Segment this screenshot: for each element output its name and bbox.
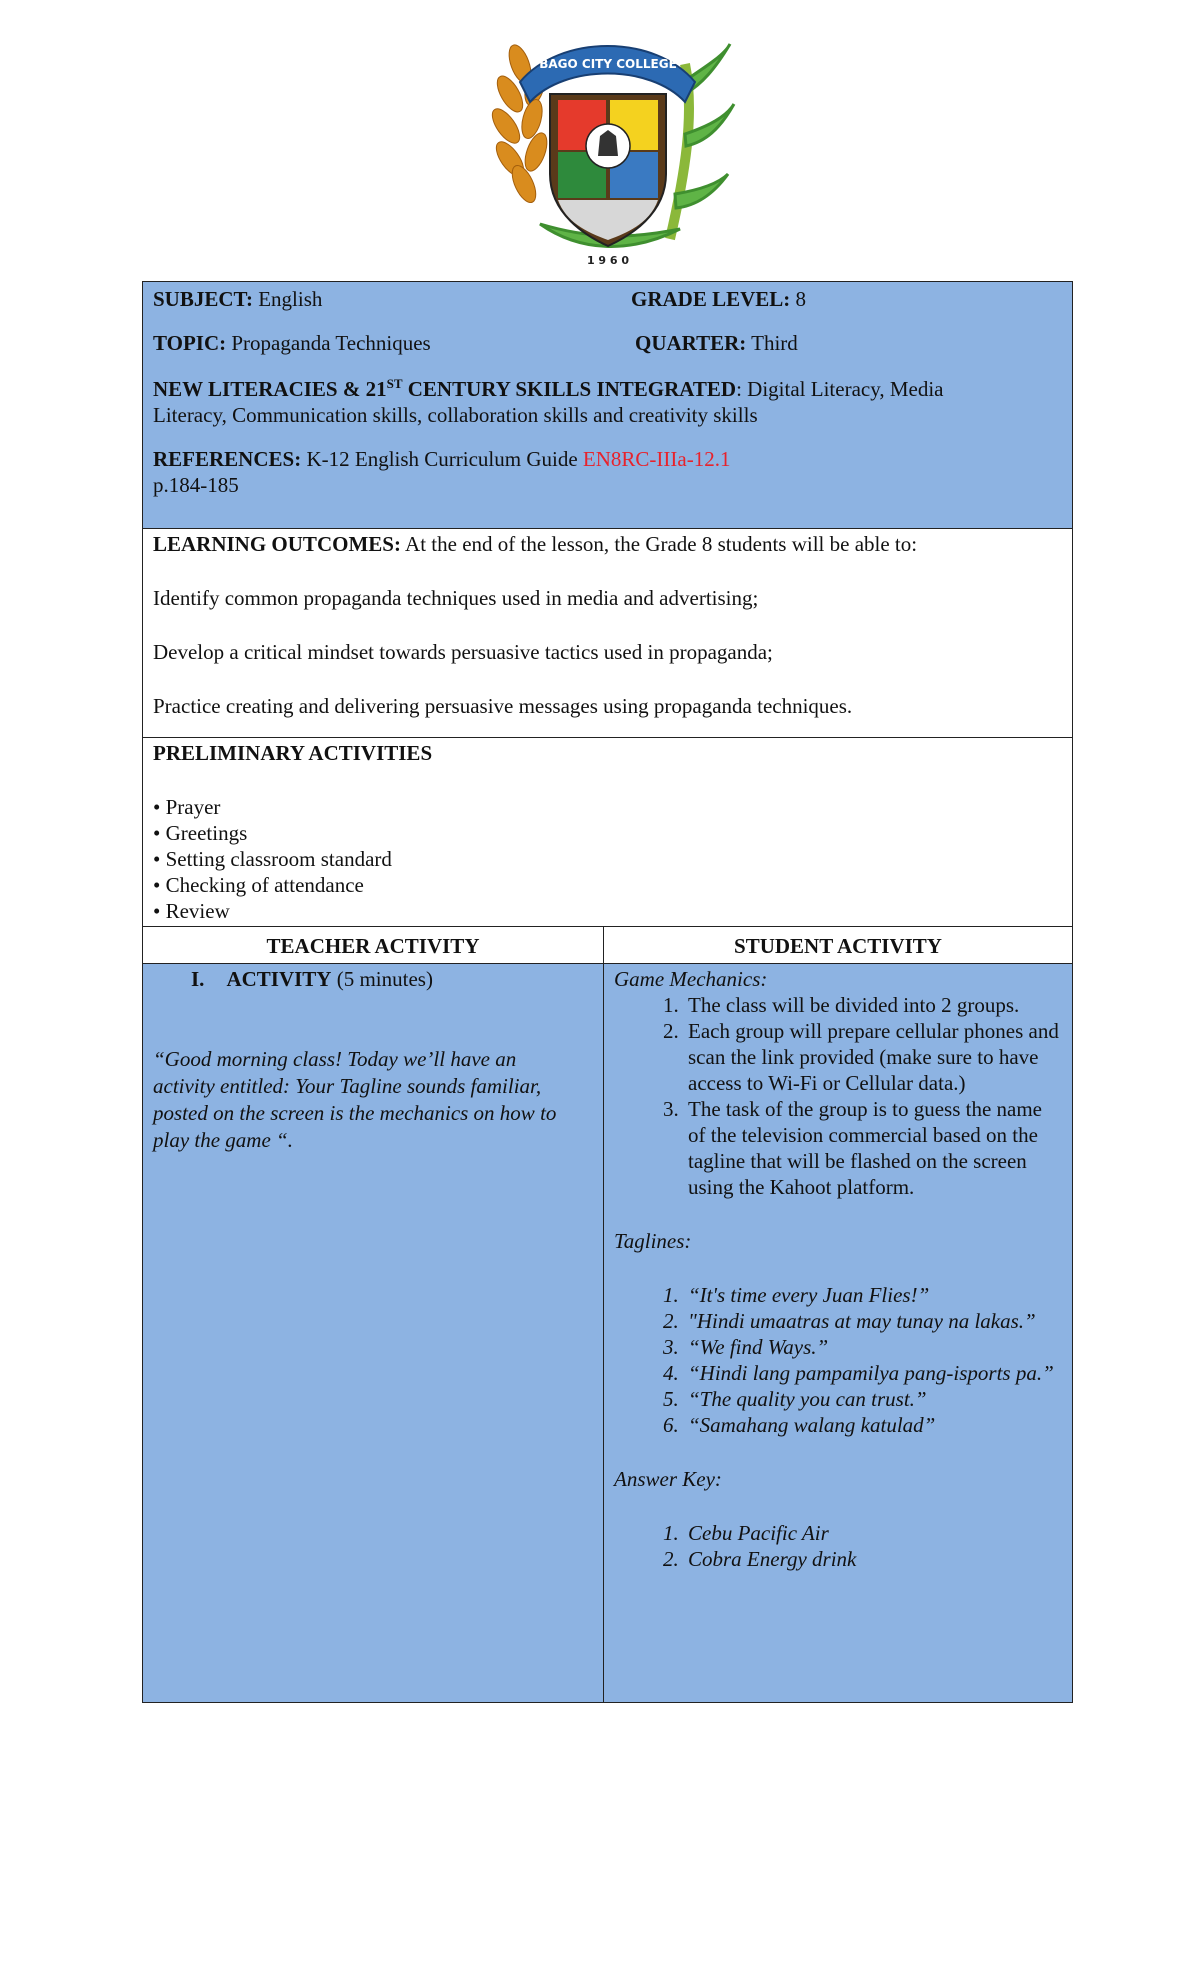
- quarter-field: QUARTER: Third: [635, 331, 798, 355]
- list-item: • Setting classroom standard: [153, 847, 392, 871]
- college-seal-logo: [480, 24, 736, 274]
- header-cell: [143, 282, 1073, 529]
- taglines-list: [614, 1282, 1062, 1438]
- activity-row: [143, 964, 1073, 1703]
- outcome-item: Identify common propaganda techniques used in media and advertising;: [153, 586, 759, 610]
- outcomes-heading: LEARNING OUTCOMES: At the end of the lesson, the Grade 8 students will be able to:: [153, 532, 918, 556]
- list-item: 4. “Hindi lang pampamilya pang-isports pa.”: [684, 1360, 1062, 1386]
- list-item: • Greetings: [153, 821, 248, 845]
- teacher-activity-cell: [143, 964, 604, 1703]
- student-activity-header: STUDENT ACTIVITY: [604, 927, 1073, 964]
- teacher-quote: “Good morning class! Today we’ll have an activity entitled: Your Tagline sounds familiar, posted on the screen is the mechanics on how to play the game “.: [153, 1047, 557, 1152]
- outcome-item: Develop a critical mindset towards persuasive tactics used in propaganda;: [153, 640, 773, 664]
- topic-field: TOPIC: Propaganda Techniques: [153, 331, 431, 355]
- list-item: • Review: [153, 899, 230, 923]
- game-mechanics-label: Game Mechanics:: [614, 967, 768, 991]
- outcome-item: Practice creating and delivering persuasive messages using propaganda techniques.: [153, 694, 853, 718]
- list-item: 3. “We find Ways.”: [684, 1334, 1062, 1360]
- list-item: 2. Cobra Energy drink: [684, 1546, 1062, 1572]
- list-item: 1. “It's time every Juan Flies!”: [684, 1282, 1062, 1308]
- skills-field: NEW LITERACIES & 21ST CENTURY SKILLS INTEGRATED: Digital Literacy, Media Literacy, Communication skills, collaboration skills and creativity skills: [153, 376, 944, 427]
- grade-level-field: GRADE LEVEL: 8: [631, 287, 807, 311]
- list-item: 2. "Hindi umaatras at may tunay na lakas.”: [684, 1308, 1062, 1334]
- logo-year: 1 9 6 0: [586, 254, 630, 267]
- teacher-activity-header: TEACHER ACTIVITY: [143, 927, 604, 964]
- subject-field: SUBJECT: English: [153, 287, 323, 311]
- list-item: 5. “The quality you can trust.”: [684, 1386, 1062, 1412]
- list-item: • Checking of attendance: [153, 873, 364, 897]
- answer-key-label: Answer Key:: [614, 1467, 722, 1491]
- list-item: 1. The class will be divided into 2 groups.: [684, 992, 1062, 1018]
- column-header-row: [143, 927, 1073, 964]
- list-item: 6. “Samahang walang katulad”: [684, 1412, 1062, 1438]
- lesson-plan-table: [142, 281, 1073, 1703]
- answer-key-list: [614, 1520, 1062, 1572]
- list-item: 1. Cebu Pacific Air: [684, 1520, 1062, 1546]
- preliminary-list: [153, 794, 1062, 924]
- student-activity-cell: [604, 964, 1073, 1703]
- activity-heading: I. ACTIVITY (5 minutes): [191, 967, 433, 991]
- preliminary-heading: PRELIMINARY ACTIVITIES: [153, 741, 433, 765]
- list-item: • Prayer: [153, 795, 221, 819]
- preliminary-cell: [143, 738, 1073, 927]
- outcomes-row: [143, 529, 1073, 738]
- preliminary-row: [143, 738, 1073, 927]
- list-item: 3. The task of the group is to guess the name of the television commercial based on the tagline that will be flashed on the screen using the Kahoot platform.: [684, 1096, 1062, 1200]
- header-row: [143, 282, 1073, 529]
- logo-ring-text: BAGO CITY COLLEGE: [539, 57, 677, 71]
- outcomes-cell: [143, 529, 1073, 738]
- curriculum-code: EN8RC-IIIa-12.1: [582, 447, 731, 471]
- taglines-label: Taglines:: [614, 1229, 692, 1253]
- mechanics-list: [614, 992, 1062, 1200]
- list-item: 2. Each group will prepare cellular phones and scan the link provided (make sure to have access to Wi-Fi or Cellular data.): [684, 1018, 1062, 1096]
- references-field: REFERENCES: K-12 English Curriculum Guide EN8RC-IIIa-12.1 p.184-185: [153, 447, 731, 497]
